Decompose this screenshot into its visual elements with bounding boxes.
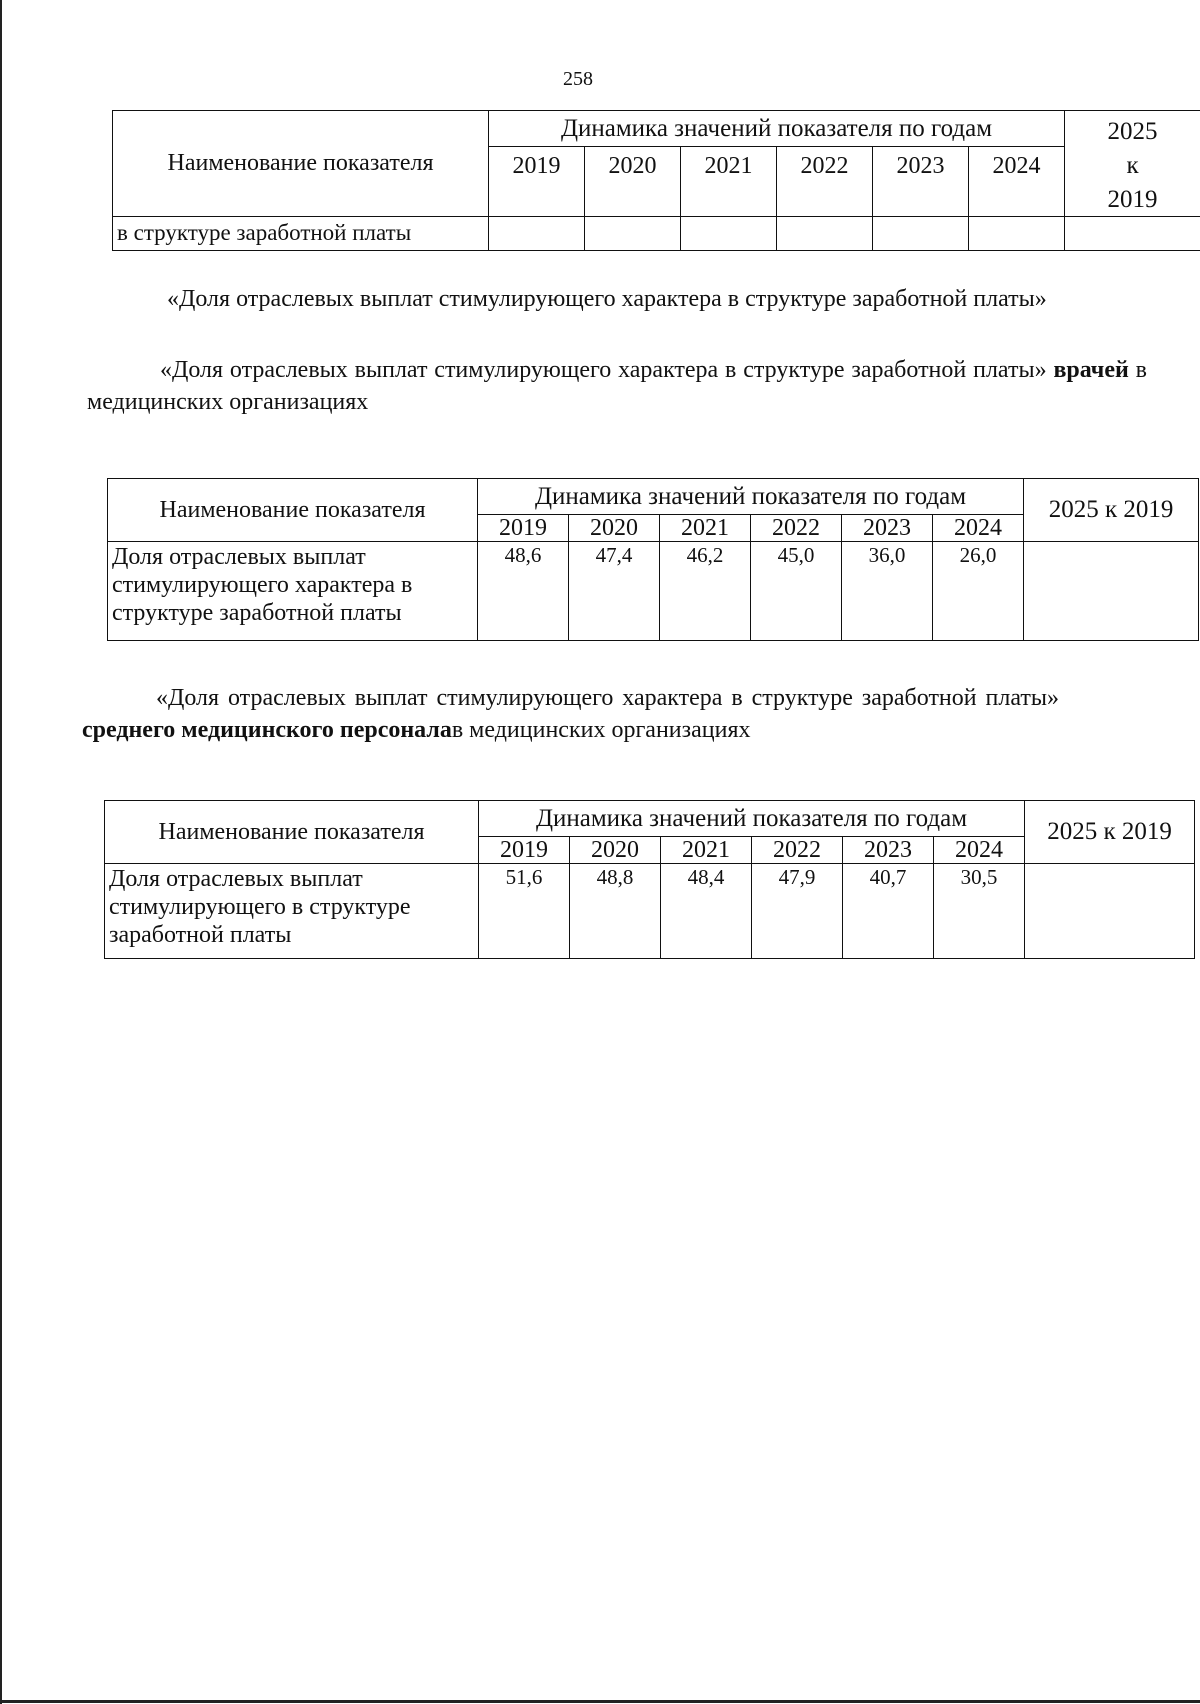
- table-3: [104, 800, 1195, 959]
- paragraph-3-text: «Доля отраслевых выплат стимулирующего характера в структуре заработной: [156, 685, 977, 711]
- table-3-header-name: Наименование показателя: [105, 801, 479, 864]
- page-number: 258: [563, 68, 593, 90]
- table-3-value-2019: 51,6: [479, 864, 570, 959]
- table-1-year-2024: 2024: [969, 147, 1065, 217]
- table-2-year-2021: 2021: [660, 515, 751, 542]
- table-2-value-2023: 36,0: [842, 542, 933, 641]
- table-2-value-2019: 48,6: [478, 542, 569, 641]
- table-1-cell: [777, 217, 873, 251]
- table-3-year-2024: 2024: [934, 837, 1025, 864]
- paragraph-2-text: «Доля отраслевых выплат стимулирующего характера в структуре заработной платы»: [160, 357, 1047, 383]
- table-1-cell: [489, 217, 585, 251]
- table-2-year-2020: 2020: [569, 515, 660, 542]
- paragraph-2: [87, 354, 1147, 419]
- table-3-value-2020: 48,8: [570, 864, 661, 959]
- table-2-header-dynamics: Динамика значений показателя по годам: [478, 479, 1024, 515]
- table-3-value-2024: 30,5: [934, 864, 1025, 959]
- table-1-header-2025: [1065, 111, 1200, 217]
- table-2-year-2024: 2024: [933, 515, 1024, 542]
- table-2-row-label: Доля отраслевых выплат стимулирующего характера в структуре заработной платы: [108, 542, 478, 641]
- table-3-header-dynamics: Динамика значений показателя по годам: [479, 801, 1025, 837]
- paragraph-3-text-line2: платы»: [985, 685, 1060, 711]
- table-2-year-2023: 2023: [842, 515, 933, 542]
- table-3-year-2023: 2023: [843, 837, 934, 864]
- table-1-cell: [1065, 217, 1200, 251]
- table-1-cell: [873, 217, 969, 251]
- table-2-value-2025: [1024, 542, 1199, 641]
- table-3-value-2022: 47,9: [752, 864, 843, 959]
- table-3-value-2025: [1025, 864, 1195, 959]
- table-1-year-2020: 2020: [585, 147, 681, 217]
- table-2: [107, 478, 1199, 641]
- table-2-year-2022: 2022: [751, 515, 842, 542]
- table-1-header-name: Наименование показателя: [113, 111, 489, 217]
- table-1-year-2021: 2021: [681, 147, 777, 217]
- table-3-year-2019: 2019: [479, 837, 570, 864]
- table-2-value-2021: 46,2: [660, 542, 751, 641]
- table-1-header-2025-k: к: [1126, 151, 1139, 179]
- table-1-header-2025-base: 2019: [1107, 185, 1158, 213]
- table-1: [112, 110, 1200, 251]
- table-3-value-2023: 40,7: [843, 864, 934, 959]
- table-3-year-2022: 2022: [752, 837, 843, 864]
- paragraph-3-text-end: в медицинских организациях: [451, 717, 751, 744]
- table-2-header-name: Наименование показателя: [108, 479, 478, 542]
- table-1-cell: [585, 217, 681, 251]
- table-2-header-2025: 2025 к 2019: [1024, 479, 1199, 542]
- table-2-value-2022: 45,0: [751, 542, 842, 641]
- paragraph-3: [82, 682, 1059, 747]
- table-1-header-dynamics: Динамика значений показателя по годам: [489, 111, 1065, 147]
- paragraph-2-bold: врачей: [1053, 357, 1129, 383]
- table-2-value-2020: 47,4: [569, 542, 660, 641]
- section-title: «Доля отраслевых выплат стимулирующего характера в структуре заработной платы»: [167, 286, 1047, 312]
- table-3-row-label: Доля отраслевых выплат стимулирующего в структуре заработной платы: [105, 864, 479, 959]
- table-1-row-label: в структуре заработной платы: [113, 217, 489, 251]
- scan-edge-bottom: [0, 1700, 1200, 1703]
- table-1-year-2022: 2022: [777, 147, 873, 217]
- table-3-value-2021: 48,4: [661, 864, 752, 959]
- table-2-value-2024: 26,0: [933, 542, 1024, 641]
- paragraph-3-bold: среднего медицинского персонала: [82, 717, 452, 744]
- table-1-year-2023: 2023: [873, 147, 969, 217]
- paragraph-2-text-end: в медицинских организациях: [87, 357, 1148, 416]
- table-1-cell: [681, 217, 777, 251]
- table-3-header-2025: 2025 к 2019: [1025, 801, 1195, 864]
- table-1-cell: [969, 217, 1065, 251]
- scan-edge-left: [0, 0, 2, 1704]
- table-1-year-2019: 2019: [489, 147, 585, 217]
- table-1-header-2025-year: 2025: [1107, 118, 1158, 145]
- table-2-year-2019: 2019: [478, 515, 569, 542]
- table-3-year-2021: 2021: [661, 837, 752, 864]
- table-3-year-2020: 2020: [570, 837, 661, 864]
